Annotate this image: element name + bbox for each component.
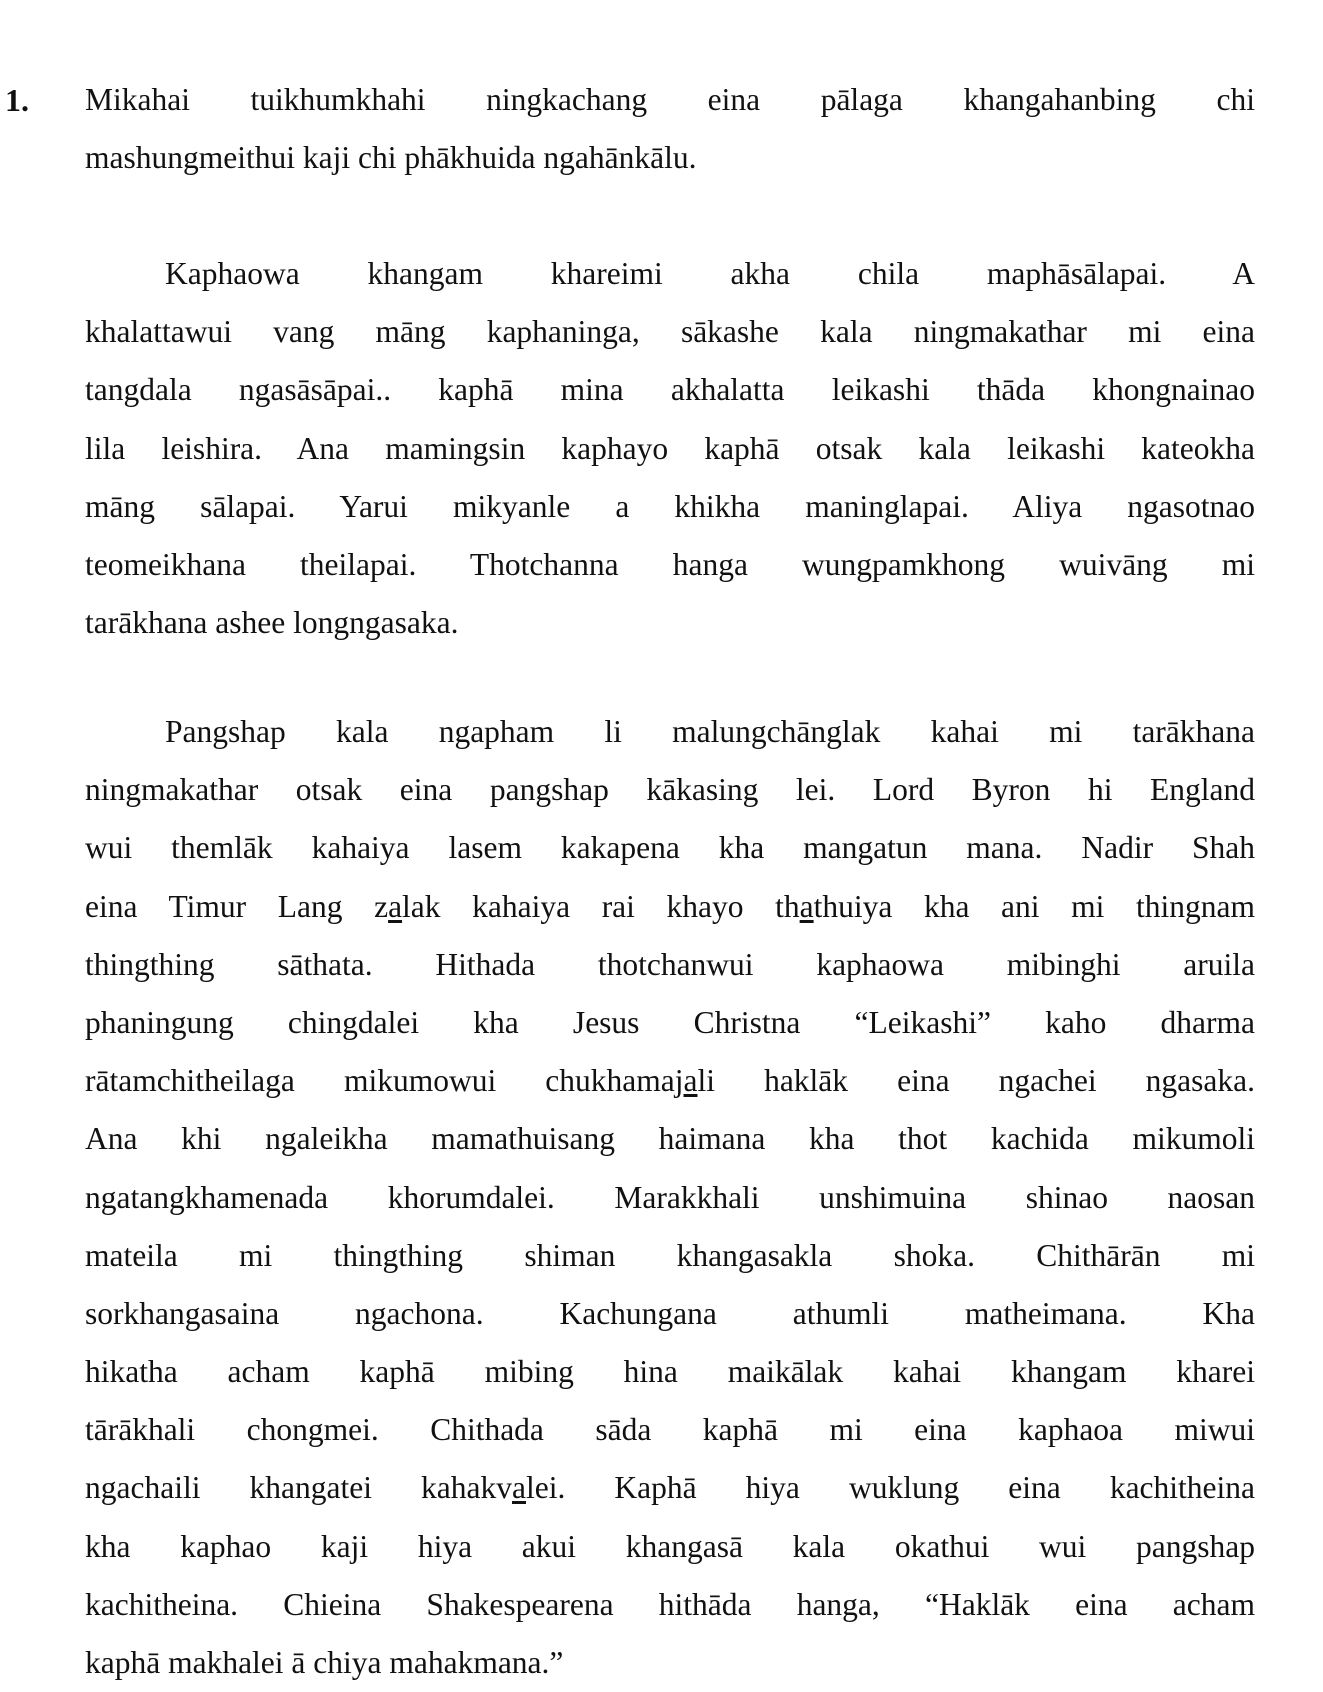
question-number: 1. [5,82,29,118]
text-segment: eina Timur Lang z [85,888,389,924]
text-line [85,303,1255,361]
text-line [85,129,1255,187]
underlined-text: a [388,888,403,924]
underlined-text: a [512,1470,526,1506]
text-line [85,361,1255,419]
text-segment: kachitheina. Chieina Shakespearena hithāda hanga, “Haklāk eina acham [85,1586,1255,1622]
text-segment: sorkhangasaina ngachona. Kachungana athumli matheimana. Kha [85,1295,1255,1331]
text-segment: kaphā makhalei ā chiya mahakmana.” [85,1645,564,1680]
text-segment: Mikahai tuikhumkhahi ningkachang eina pālaga khangahanbing chi [85,82,1255,117]
text-line [85,594,1255,652]
text-line [85,1634,1255,1692]
text-segment: mateila mi thingthing shiman khangasakla shoka. Chithārān mi [85,1237,1255,1273]
text-line [85,1052,1255,1110]
text-segment: Kaphaowa khangam khareimi akha chila maphāsālapai. A [165,256,1255,291]
text-segment: lei. Kaphā hiya wuklung eina kachitheina [525,1470,1256,1506]
paragraph-1 [85,245,1255,652]
text-line [85,994,1255,1052]
text-segment: rātamchitheilaga mikumowui chukhamaj [85,1063,684,1099]
text-segment: Pangshap kala ngapham li malungchānglak kahai mi tarākhana [165,714,1255,749]
text-line [85,703,1255,761]
underlined-text: a [683,1063,698,1099]
text-segment: wui themlāk kahaiya lasem kakapena kha mangatun mana. Nadir Shah [85,830,1255,866]
text-line [85,1169,1255,1227]
text-segment: ngachaili khangatei kahakv [85,1470,512,1506]
text-segment: kha kaphao kaji hiya akui khangasā kala okathui wui pangshap [85,1528,1255,1564]
underlined-text: a [799,888,814,924]
text-line [85,1401,1255,1459]
text-segment: li haklāk eina ngachei ngasaka. [697,1063,1255,1099]
text-line [85,1343,1255,1401]
text-line [85,761,1255,819]
text-segment: phaningung chingdalei kha Jesus Christna “Leikashi” kaho dharma [85,1004,1255,1040]
text-segment: teomeikhana theilapai. Thotchanna hanga wungpamkhong wuivāng mi [85,546,1255,582]
text-segment: thuiya kha ani mi thingnam [813,888,1255,924]
paragraph-2 [85,703,1255,1692]
text-line [85,420,1255,478]
text-line [85,245,1255,303]
text-line [85,819,1255,877]
text-segment: tarākhana ashee longngasaka. [85,605,459,641]
text-line [85,1576,1255,1634]
text-segment: māng sālapai. Yarui mikyanle a khikha maninglapai. Aliya ngasotnao [85,488,1255,524]
text-line [85,1518,1255,1576]
text-segment: lila leishira. Ana mamingsin kaphayo kaphā otsak kala leikashi kateokha [85,430,1255,466]
text-segment: hikatha acham kaphā mibing hina maikālak kahai khangam kharei [85,1354,1255,1390]
text-line [85,478,1255,536]
text-segment: thingthing sāthata. Hithada thotchanwui kaphaowa mibinghi aruila [85,946,1255,982]
text-line [85,536,1255,594]
text-segment: mashungmeithui kaji chi phākhuida ngahānkālu. [85,140,697,176]
text-line [85,936,1255,994]
text-segment: ngatangkhamenada khorumdalei. Marakkhali unshimuina shinao naosan [85,1179,1255,1215]
text-segment: tangdala ngasāsāpai.. kaphā mina akhalatta leikashi thāda khongnainao [85,372,1255,408]
text-line [85,1285,1255,1343]
text-segment: lak kahaiya rai khayo th [402,888,800,924]
text-line [85,1459,1255,1517]
text-segment: ningmakathar otsak eina pangshap kākasing lei. Lord Byron hi England [85,772,1255,808]
text-segment: khalattawui vang māng kaphaninga, sākashe kala ningmakathar mi eina [85,314,1255,350]
text-segment: Ana khi ngaleikha mamathuisang haimana kha thot kachida mikumoli [85,1121,1255,1157]
text-line [85,71,1255,129]
text-line [85,878,1255,936]
text-line [85,1110,1255,1168]
text-segment: tārākhali chongmei. Chithada sāda kaphā mi eina kaphaoa miwui [85,1412,1255,1448]
text-line [85,1227,1255,1285]
question-text [85,71,1255,187]
